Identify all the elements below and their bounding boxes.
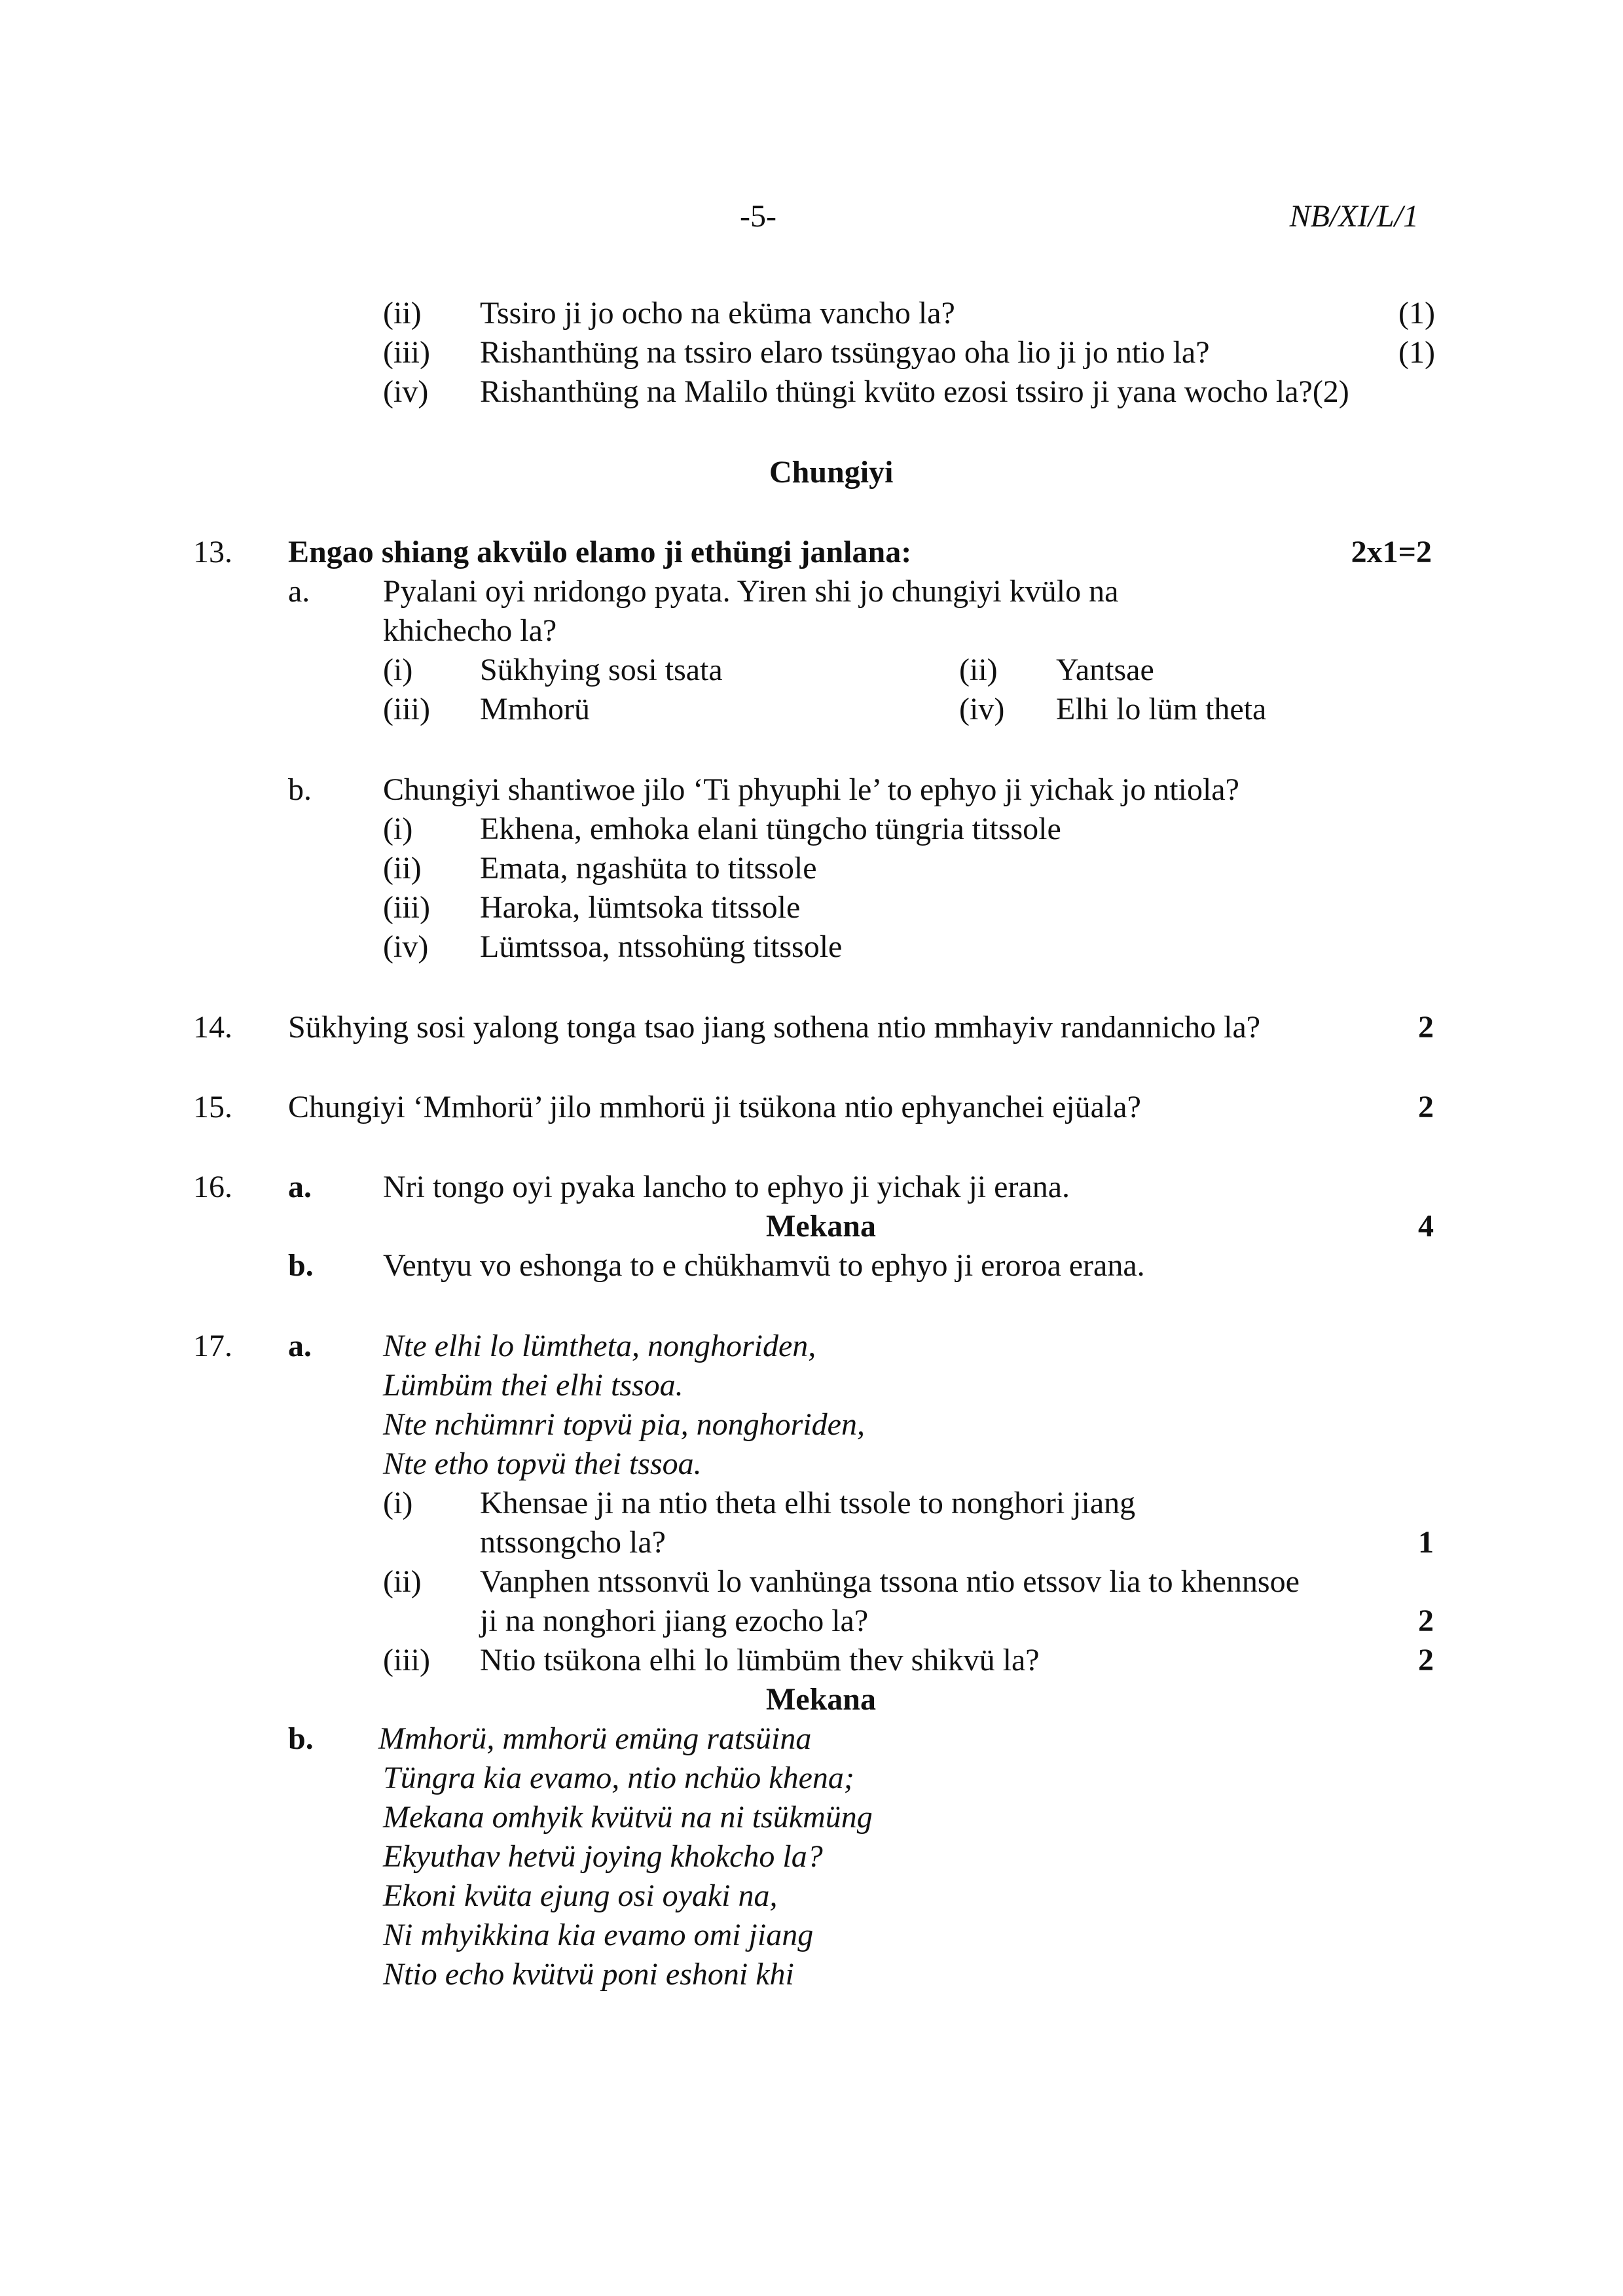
option-text: Sükhying sosi tsata: [480, 653, 723, 687]
option-number: (i): [383, 812, 413, 846]
marks: 2x1=2: [1351, 535, 1432, 569]
question-instruction: Engao shiang akvülo elamo ji ethüngi janlana:: [288, 535, 912, 569]
question-number: 14.: [193, 1010, 232, 1045]
marks: 2: [1418, 1090, 1434, 1124]
poem-line: Ni mhyikkina kia evamo omi jiang: [383, 1918, 814, 1952]
question-number: (iv): [383, 374, 429, 409]
option-text: Ekhena, emhoka elani tüngcho tüngria titssole: [480, 812, 1061, 846]
page-number: -5-: [740, 199, 776, 234]
question-number: 16.: [193, 1170, 232, 1204]
question-number: 13.: [193, 535, 232, 569]
marks: (1): [1398, 335, 1435, 370]
question-text: khichecho la?: [383, 613, 557, 648]
poem-line: Ekyuthav hetvü joying khokcho la?: [383, 1839, 823, 1874]
marks: 2: [1418, 1010, 1434, 1045]
or-separator: Mekana: [766, 1682, 876, 1717]
marks: (1): [1398, 296, 1435, 331]
question-text: Chungiyi ‘Mmhorü’ jilo mmhorü ji tsükona ntio ephyanchei ejüala?: [288, 1090, 1141, 1124]
question-text: Ventyu vo eshonga to e chükhamvü to ephyo ji eroroa erana.: [383, 1248, 1145, 1283]
question-text: Nri tongo oyi pyaka lancho to ephyo ji yichak ji erana.: [383, 1170, 1070, 1204]
poem-line: Tüngra kia evamo, ntio nchüo khena;: [383, 1761, 854, 1795]
option-number: (ii): [959, 653, 998, 687]
question-text: Tssiro ji jo ocho na eküma vancho la?: [480, 296, 955, 331]
option-number: (ii): [383, 851, 422, 886]
question-number: 15.: [193, 1090, 232, 1124]
sub-question-letter: a.: [288, 1329, 312, 1363]
option-text: Yantsae: [1056, 653, 1154, 687]
or-separator: Mekana: [766, 1209, 876, 1244]
poem-line: Mekana omhyik kvütvü na ni tsükmüng: [383, 1800, 873, 1835]
document-code: NB/XI/L/1: [1289, 199, 1419, 234]
sub-question-letter: a.: [288, 574, 310, 609]
question-text: Vanphen ntssonvü lo vanhünga tssona ntio etssov lia to khennsoe: [480, 1564, 1300, 1599]
marks: 2: [1418, 1643, 1434, 1677]
section-title: Chungiyi: [769, 455, 894, 490]
sub-question-letter: b.: [288, 1248, 314, 1283]
question-text: Ntio tsükona elhi lo lümbüm thev shikvü la?: [480, 1643, 1040, 1677]
option-number: (iv): [959, 692, 1005, 726]
sub-question-letter: b.: [288, 772, 312, 807]
poem-line: Lümbüm thei elhi tssoa.: [383, 1368, 684, 1403]
poem-line: Nte nchümnri topvü pia, nonghoriden,: [383, 1407, 865, 1442]
option-text: Mmhorü: [480, 692, 590, 726]
marks: 2: [1418, 1604, 1434, 1638]
question-number: (ii): [383, 1564, 422, 1599]
question-number: (iii): [383, 1643, 430, 1677]
question-number: (ii): [383, 296, 422, 331]
question-number: (i): [383, 1486, 413, 1520]
poem-line: Ntio echo kvütvü poni eshoni khi: [383, 1957, 794, 1992]
option-number: (iv): [383, 929, 429, 964]
option-text: Haroka, lümtsoka titssole: [480, 890, 801, 925]
option-text: Emata, ngashüta to titssole: [480, 851, 817, 886]
sub-question-letter: b.: [288, 1721, 314, 1756]
option-text: Lümtssoa, ntssohüng titssole: [480, 929, 843, 964]
poem-line: Ekoni kvüta ejung osi oyaki na,: [383, 1878, 778, 1913]
question-text: Rishanthüng na tssiro elaro tssüngyao oha lio ji jo ntio la?: [480, 335, 1210, 370]
option-number: (i): [383, 653, 413, 687]
question-text: Khensae ji na ntio theta elhi tssole to nonghori jiang: [480, 1486, 1136, 1520]
option-number: (iii): [383, 890, 430, 925]
question-text: ji na nonghori jiang ezocho la?: [480, 1604, 869, 1638]
option-number: (iii): [383, 692, 430, 726]
question-number: (iii): [383, 335, 430, 370]
poem-line: Nte etho topvü thei tssoa.: [383, 1446, 702, 1481]
marks: 4: [1418, 1209, 1434, 1244]
question-text: Rishanthüng na Malilo thüngi kvüto ezosi tssiro ji yana wocho la?(2): [480, 374, 1349, 409]
question-text: Pyalani oyi nridongo pyata. Yiren shi jo chungiyi kvülo na: [383, 574, 1119, 609]
question-text: ntssongcho la?: [480, 1525, 666, 1560]
question-number: 17.: [193, 1329, 232, 1363]
question-text: Sükhying sosi yalong tonga tsao jiang sothena ntio mmhayiv randannicho la?: [288, 1010, 1261, 1045]
question-text: Chungiyi shantiwoe jilo ‘Ti phyuphi le’ to ephyo ji yichak jo ntiola?: [383, 772, 1239, 807]
marks: 1: [1418, 1525, 1434, 1560]
poem-line: Nte elhi lo lümtheta, nonghoriden,: [383, 1329, 816, 1363]
sub-question-letter: a.: [288, 1170, 312, 1204]
option-text: Elhi lo lüm theta: [1056, 692, 1267, 726]
poem-line: Mmhorü, mmhorü emüng ratsüina: [378, 1721, 812, 1756]
